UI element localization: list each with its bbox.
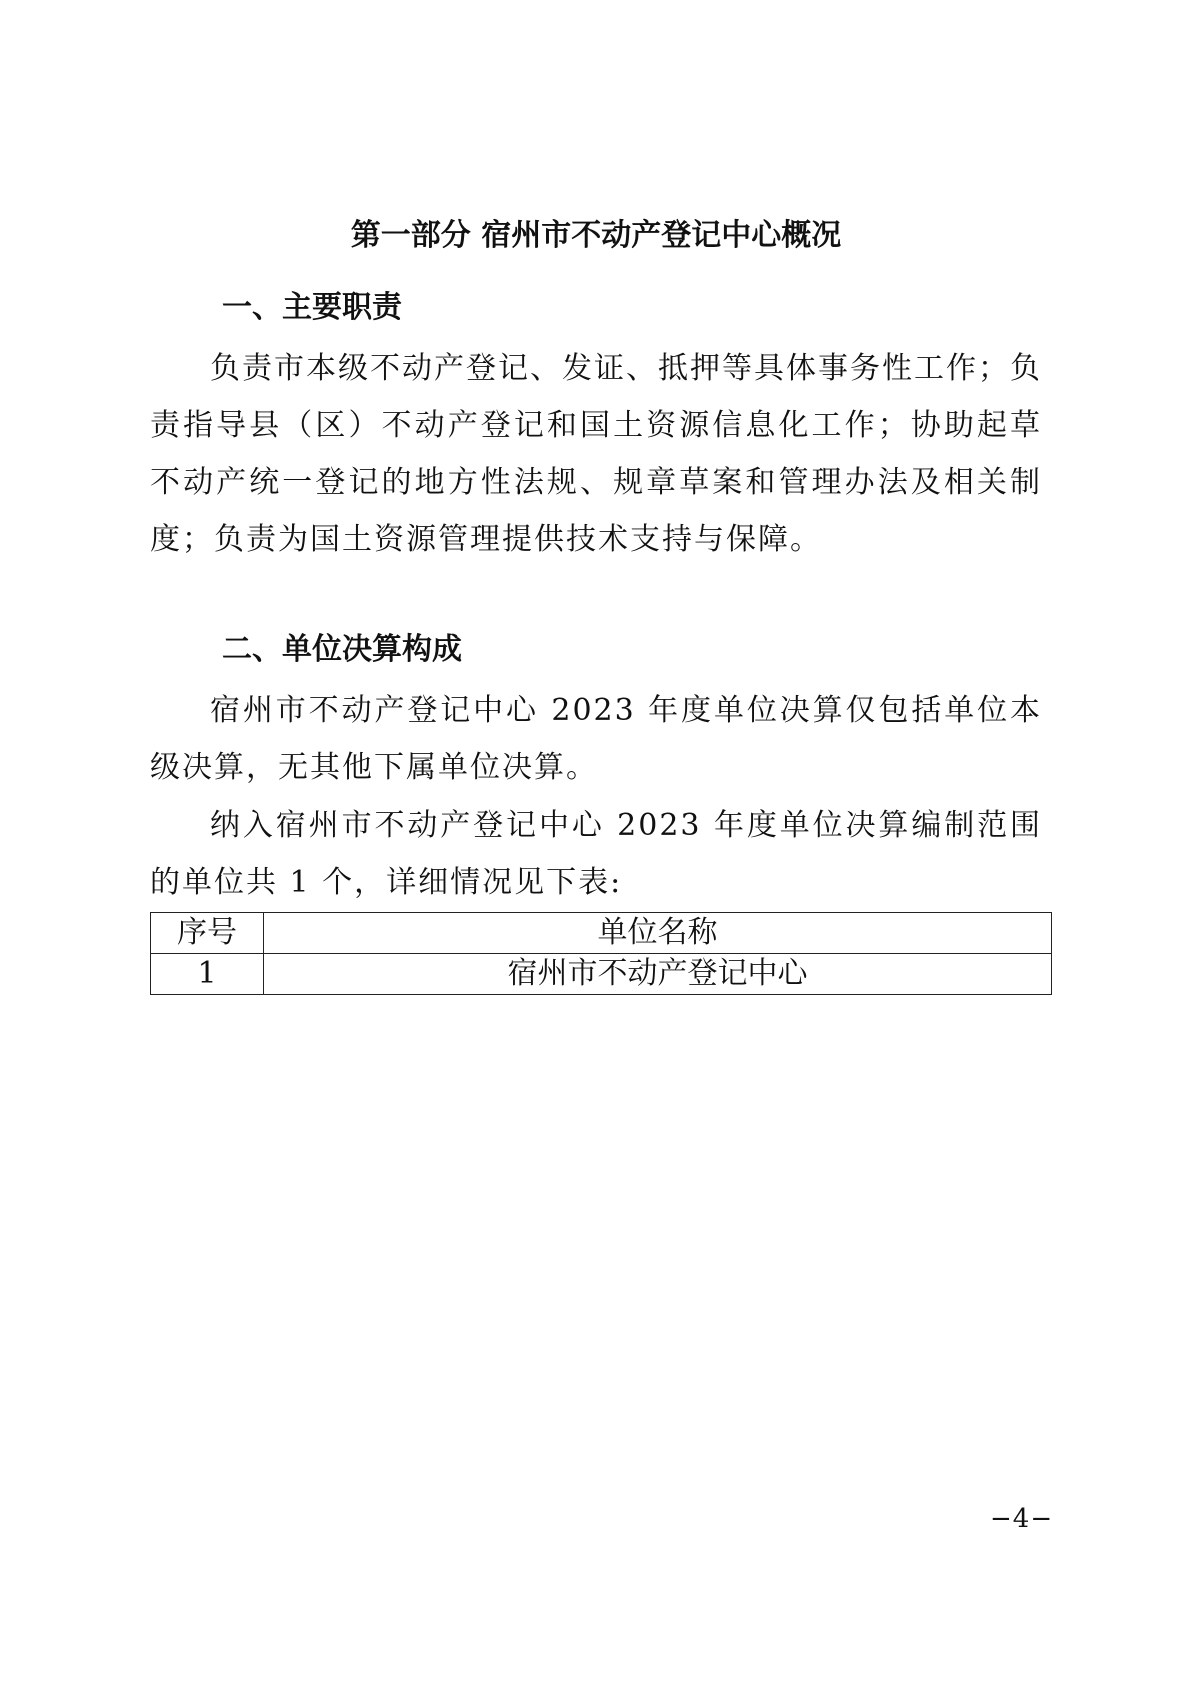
budget-composition-paragraph-1: 宿州市不动产登记中心 2023 年度单位决算仅包括单位本级决算，无其他下属单位决算。	[150, 693, 1042, 785]
header-unit-name: 单位名称	[264, 913, 1052, 954]
cell-serial-number: 1	[151, 954, 264, 995]
cell-unit-name: 宿州市不动产登记中心	[264, 954, 1052, 995]
header-serial-number: 序号	[151, 913, 264, 954]
section-heading-main-duties: 一、主要职责	[222, 290, 402, 325]
main-duties-paragraph: 负责市本级不动产登记、发证、抵押等具体事务性工作；负责指导县（区）不动产登记和国土资源信息化工作；协助起草不动产统一登记的地方性法规、规章草案和管理办法及相关制度；负责为国土资源管理提供技术支持与保障。	[150, 351, 1042, 557]
table-header-row	[151, 913, 1052, 954]
page-number: −4−	[990, 1504, 1054, 1534]
units-table	[150, 912, 1052, 995]
budget-composition-paragraph-2: 纳入宿州市不动产登记中心 2023 年度单位决算编制范围的单位共 1 个，详细情况见下表:	[150, 808, 1042, 900]
table-row	[151, 954, 1052, 995]
section-heading-budget-composition: 二、单位决算构成	[222, 632, 462, 667]
page-title: 第一部分 宿州市不动产登记中心概况	[350, 218, 842, 253]
